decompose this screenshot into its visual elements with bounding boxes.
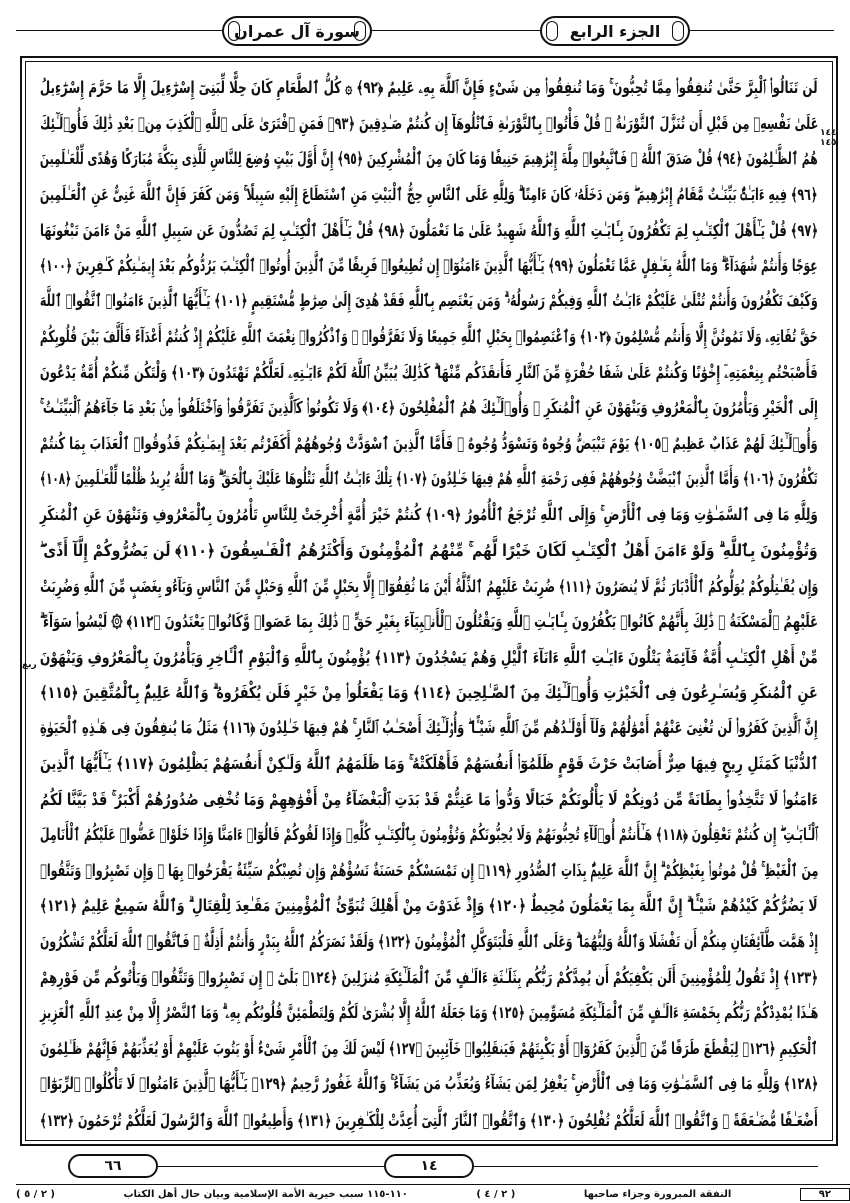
verse-line [40, 711, 818, 747]
margin-marker-right: ١٤٤ ١٤٥ [820, 128, 837, 148]
verse-line [40, 960, 818, 996]
margin-marker-rub: ربع [22, 660, 37, 670]
page-number-left [68, 1154, 158, 1178]
verse-line [40, 995, 818, 1031]
verse-line-text: هُمُ ٱلظَّـٰلِمُونَ ﴿٩٤﴾ قُلْ صَدَقَ ٱللَّهُ ۗ فَٱتَّبِعُوا۟ مِلَّةَ إِبْرَٰهِيمَ حَنِيفًا وَمَا كَانَ مِنَ ٱلْمُشْرِكِينَ ﴿٩٥﴾ إِنَّ أَوَّلَ بَيْتٍ وُضِعَ لِلنَّاسِ لَلَّذِى بِبَكَّةَ مُبَارَكًا وَهُدًى لِّلْعَـٰلَمِينَ [40, 149, 818, 169]
verse-line-text: وَكَيْفَ تَكْفُرُونَ وَأَنتُمْ تُتْلَىٰ عَلَيْكُمْ ءَايَـٰتُ ٱللَّهِ وَفِيكُمْ رَسُولُهُۥ ۗ وَمَن يَعْتَصِم بِٱللَّهِ فَقَدْ هُدِىَ إِلَىٰ صِرَٰطٍ مُّسْتَقِيمٍ ﴿١٠١﴾ يَـٰٓأَيُّهَا ٱلَّذِينَ ءَامَنُوا۟ ٱتَّقُوا۟ ٱللَّهَ [40, 291, 818, 311]
verse-line-text: لَا يَضُرُّكُمْ كَيْدُهُمْ شَيْـًٔا ۗ إِنَّ ٱللَّهَ بِمَا يَعْمَلُونَ مُحِيطٌ ﴿١٢٠﴾ وَإِذْ غَدَوْتَ مِنْ أَهْلِكَ تُبَوِّئُ ٱلْمُؤْمِنِينَ مَقَـٰعِدَ لِلْقِتَالِ ۗ وَٱللَّهُ سَمِيعٌ عَلِيمٌ ﴿١٢١﴾ [40, 896, 818, 916]
verse-line-text: عَلَيْهِمُ ٱلْمَسْكَنَةُ ۚ ذَٰلِكَ بِأَنَّهُمْ كَانُوا۟ يَكْفُرُونَ بِـَٔايَـٰتِ ٱللَّهِ وَيَقْتُلُونَ ٱلْأَنۢبِيَآءَ بِغَيْرِ حَقٍّ ۚ ذَٰلِكَ بِمَا عَصَوا۟ وَّكَانُوا۟ يَعْتَدُونَ ﴿١١٢﴾ ۞ لَيْسُوا۟ سَوَآءً ۗ [39, 611, 818, 631]
page-number-bar [48, 1154, 818, 1180]
verse-line-text: هَـٰذَا يُمْدِدْكُمْ رَبُّكُم بِخَمْسَةِ ءَالَـٰفٍ مِّنَ ٱلْمَلَـٰٓئِكَةِ مُسَوِّمِينَ ﴿١٢٥﴾ وَمَا جَعَلَهُ ٱللَّهُ إِلَّا بُشْرَىٰ لَكُمْ وَلِتَطْمَئِنَّ قُلُوبُكُم بِهِۦ ۗ وَمَا ٱلنَّصْرُ إِلَّا مِنْ عِندِ ٱللَّهِ ٱلْعَزِيزِ [39, 1003, 818, 1023]
verse-line-text: ﴿٩٧﴾ قُلْ يَـٰٓأَهْلَ ٱلْكِتَـٰبِ لِمَ تَكْفُرُونَ بِـَٔايَـٰتِ ٱللَّهِ وَٱللَّهُ شَهِيدٌ عَلَىٰ مَا تَعْمَلُونَ ﴿٩٨﴾ قُلْ يَـٰٓأَهْلَ ٱلْكِتَـٰبِ لِمَ تَصُدُّونَ عَن سَبِيلِ ٱللَّهِ مَنْ ءَامَنَ تَبْغُونَهَا [39, 220, 818, 240]
verse-line-text: مِنَ ٱلْغَيْظِ ۚ قُلْ مُوتُوا۟ بِغَيْظِكُمْ ۗ إِنَّ ٱللَّهَ عَلِيمٌۢ بِذَاتِ ٱلصُّدُورِ ﴿١١٩﴾ إِن تَمْسَسْكُمْ حَسَنَةٌ تَسُؤْهُمْ وَإِن تُصِبْكُمْ سَيِّئَةٌ يَفْرَحُوا۟ بِهَا ۖ وَإِن تَصْبِرُوا۟ وَتَتَّقُوا۟ [39, 860, 818, 880]
verse-line [40, 533, 818, 569]
juz-label [540, 16, 690, 46]
verse-line-text: إِلَى ٱلْخَيْرِ وَيَأْمُرُونَ بِٱلْمَعْرُوفِ وَيَنْهَوْنَ عَنِ ٱلْمُنكَرِ ۚ وَأُو۟لَـٰٓئِكَ هُمُ ٱلْمُفْلِحُونَ ﴿١٠٤﴾ وَلَا تَكُونُوا۟ كَٱلَّذِينَ تَفَرَّقُوا۟ وَٱخْتَلَفُوا۟ مِنۢ بَعْدِ مَا جَآءَهُمُ ٱلْبَيِّنَـٰتُ ۚ [40, 398, 818, 418]
verse-line [40, 248, 818, 284]
verse-line [40, 319, 818, 355]
verse-line [40, 640, 818, 676]
verse-line-text: مِّنْ أَهْلِ ٱلْكِتَـٰبِ أُمَّةٌ قَآئِمَةٌ يَتْلُونَ ءَايَـٰتِ ٱللَّهِ ءَانَآءَ ٱلَّيْلِ وَهُمْ يَسْجُدُونَ ﴿١١٣﴾ يُؤْمِنُونَ بِٱللَّهِ وَٱلْيَوْمِ ٱلْـَٔاخِرِ وَيَأْمُرُونَ بِٱلْمَعْرُوفِ وَيَنْهَوْنَ [40, 647, 818, 667]
verse-line-text: وَأُو۟لَـٰٓئِكَ لَهُمْ عَذَابٌ عَظِيمٌ ﴿١٠٥﴾ يَوْمَ تَبْيَضُّ وُجُوهٌ وَتَسْوَدُّ وُجُوهٌ ۚ فَأَمَّا ٱلَّذِينَ ٱسْوَدَّتْ وُجُوهُهُمْ أَكَفَرْتُم بَعْدَ إِيمَـٰنِكُمْ فَذُوقُوا۟ ٱلْعَذَابَ بِمَا كُنتُمْ [40, 434, 818, 454]
verse-line [40, 568, 818, 604]
juz-label-text: الجزء الرابع [569, 21, 661, 41]
footer-ref-center: ( ٢ / ٤ ) [476, 1188, 516, 1200]
verse-line [40, 106, 818, 142]
verse-line-text: حَقَّ تُقَاتِهِۦ وَلَا تَمُوتُنَّ إِلَّا وَأَنتُم مُّسْلِمُونَ ﴿١٠٢﴾ وَٱعْتَصِمُوا۟ بِحَبْلِ ٱللَّهِ جَمِيعًا وَلَا تَفَرَّقُوا۟ ۚ وَٱذْكُرُوا۟ نِعْمَتَ ٱللَّهِ عَلَيْكُمْ إِذْ كُنتُمْ أَعْدَآءً فَأَلَّفَ بَيْنَ قُلُوبِكُمْ [40, 326, 818, 346]
page-header [16, 14, 834, 50]
verse-line-text: لَن تَنَالُوا۟ ٱلْبِرَّ حَتَّىٰ تُنفِقُوا۟ مِمَّا تُحِبُّونَ ۚ وَمَا تُنفِقُوا۟ مِن شَىْءٍ فَإِنَّ ٱللَّهَ بِهِۦ عَلِيمٌ ﴿٩٢﴾ ۞ كُلُّ ٱلطَّعَامِ كَانَ حِلًّا لِّبَنِىٓ إِسْرَٰٓءِيلَ إِلَّا مَا حَرَّمَ إِسْرَٰٓءِيلُ [40, 77, 818, 97]
header-rule-middle [372, 30, 540, 31]
verse-line [40, 141, 818, 177]
verse-line [40, 497, 818, 533]
page-number-left-text: ٦٦ [104, 1158, 122, 1174]
footer-page-box: ٩٢ [800, 1188, 850, 1201]
footer-rule-left [158, 1166, 384, 1167]
verse-line-text: ٱلْـَٔايَـٰتِ ۖ إِن كُنتُمْ تَعْقِلُونَ ﴿١١٨﴾ هَـٰٓأَنتُمْ أُو۟لَآءِ تُحِبُّونَهُمْ وَلَا يُحِبُّونَكُمْ وَتُؤْمِنُونَ بِٱلْكِتَـٰبِ كُلِّهِۦ وَإِذَا لَقُوكُمْ قَالُوٓا۟ ءَامَنَّا وَإِذَا خَلَوْا۟ عَضُّوا۟ عَلَيْكُمُ ٱلْأَنَامِلَ [40, 825, 818, 845]
verse-line [40, 426, 818, 462]
verse-line-text: ﴿١٢٣﴾ إِذْ تَقُولُ لِلْمُؤْمِنِينَ أَلَن يَكْفِيَكُمْ أَن يُمِدَّكُمْ رَبُّكُم بِثَلَـٰثَةِ ءَالَـٰفٍ مِّنَ ٱلْمَلَـٰٓئِكَةِ مُنزَلِينَ ﴿١٢٤﴾ بَلَىٰٓ ۚ إِن تَصْبِرُوا۟ وَتَتَّقُوا۟ وَيَأْتُوكُم مِّن فَوْرِهِمْ [39, 968, 818, 988]
surah-name-label [222, 16, 372, 46]
surah-name-text: سورة آل عمران [234, 21, 360, 41]
verse-line [40, 212, 818, 248]
verse-line [40, 675, 818, 711]
verse-line [40, 746, 818, 782]
verse-line [40, 355, 818, 391]
verse-line [40, 462, 818, 498]
footer-topic-center: ١١٠-١١٥ سبب خيرية الأمة الإسلامية وبيان حال أهل الكتاب [123, 1188, 408, 1200]
verse-line-text: ﴿٩٦﴾ فِيهِ ءَايَـٰتٌۢ بَيِّنَـٰتٌ مَّقَامُ إِبْرَٰهِيمَ ۖ وَمَن دَخَلَهُۥ كَانَ ءَامِنًا ۗ وَلِلَّهِ عَلَى ٱلنَّاسِ حِجُّ ٱلْبَيْتِ مَنِ ٱسْتَطَاعَ إِلَيْهِ سَبِيلًا ۚ وَمَن كَفَرَ فَإِنَّ ٱللَّهَ غَنِىٌّ عَنِ ٱلْعَـٰلَمِينَ [40, 184, 818, 204]
verse-line [40, 604, 818, 640]
verse-line [40, 70, 818, 106]
verse-line-text: وَإِن يُقَـٰتِلُوكُمْ يُوَلُّوكُمُ ٱلْأَدْبَارَ ثُمَّ لَا يُنصَرُونَ ﴿١١١﴾ ضُرِبَتْ عَلَيْهِمُ ٱلذِّلَّةُ أَيْنَ مَا ثُقِفُوٓا۟ إِلَّا بِحَبْلٍ مِّنَ ٱللَّهِ وَحَبْلٍ مِّنَ ٱلنَّاسِ وَبَآءُو بِغَضَبٍ مِّنَ ٱللَّهِ وَضُرِبَتْ [39, 576, 818, 596]
verse-line [40, 853, 818, 889]
page-number-center [384, 1154, 474, 1178]
verse-line [40, 1067, 818, 1103]
footer-rule-right [474, 1166, 818, 1167]
verse-line [40, 782, 818, 818]
verse-line [40, 1102, 818, 1138]
verse-line-text: ٱلدُّنْيَا كَمَثَلِ رِيحٍ فِيهَا صِرٌّ أَصَابَتْ حَرْثَ قَوْمٍ ظَلَمُوٓا۟ أَنفُسَهُمْ فَأَهْلَكَتْهُ ۚ وَمَا ظَلَمَهُمُ ٱللَّهُ وَلَـٰكِنْ أَنفُسَهُمْ يَظْلِمُونَ ﴿١١٧﴾ يَـٰٓأَيُّهَا ٱلَّذِينَ [39, 754, 819, 774]
verse-line-text: إِذْ هَمَّت طَّآئِفَتَانِ مِنكُمْ أَن تَفْشَلَا وَٱللَّهُ وَلِيُّهُمَا ۗ وَعَلَى ٱللَّهِ فَلْيَتَوَكَّلِ ٱلْمُؤْمِنُونَ ﴿١٢٢﴾ وَلَقَدْ نَصَرَكُمُ ٱللَّهُ بِبَدْرٍ وَأَنتُمْ أَذِلَّةٌ ۖ فَٱتَّقُوا۟ ٱللَّهَ لَعَلَّكُمْ تَشْكُرُونَ [39, 932, 818, 952]
verse-line-text: عِوَجًا وَأَنتُمْ شُهَدَآءُ ۗ وَمَا ٱللَّهُ بِغَـٰفِلٍ عَمَّا تَعْمَلُونَ ﴿٩٩﴾ يَـٰٓأَيُّهَا ٱلَّذِينَ ءَامَنُوٓا۟ إِن تُطِيعُوا۟ فَرِيقًا مِّنَ ٱلَّذِينَ أُوتُوا۟ ٱلْكِتَـٰبَ يَرُدُّوكُم بَعْدَ إِيمَـٰنِكُمْ كَـٰفِرِينَ ﴿١٠٠﴾ [40, 255, 818, 275]
verse-line-text: وَتُؤْمِنُونَ بِٱللَّهِ ۗ وَلَوْ ءَامَنَ أَهْلُ ٱلْكِتَـٰبِ لَكَانَ خَيْرًا لَّهُم ۚ مِّنْهُمُ ٱلْمُؤْمِنُونَ وَأَكْثَرُهُمُ ٱلْفَـٰسِقُونَ ﴿١١٠﴾ لَن يَضُرُّوكُمْ إِلَّآ أَذًى ۖ [40, 540, 818, 560]
verse-line-text: أَضْعَـٰفًا مُّضَـٰعَفَةً ۖ وَٱتَّقُوا۟ ٱللَّهَ لَعَلَّكُمْ تُفْلِحُونَ ﴿١٣٠﴾ وَٱتَّقُوا۟ ٱلنَّارَ ٱلَّتِىٓ أُعِدَّتْ لِلْكَـٰفِرِينَ ﴿١٣١﴾ وَأَطِيعُوا۟ ٱللَّهَ وَٱلرَّسُولَ لَعَلَّكُمْ تُرْحَمُونَ ﴿١٣٢﴾ [40, 1110, 818, 1130]
verse-line-text: تَكْفُرُونَ ﴿١٠٦﴾ وَأَمَّا ٱلَّذِينَ ٱبْيَضَّتْ وُجُوهُهُمْ فَفِى رَحْمَةِ ٱللَّهِ هُمْ فِيهَا خَـٰلِدُونَ ﴿١٠٧﴾ تِلْكَ ءَايَـٰتُ ٱللَّهِ نَتْلُوهَا عَلَيْكَ بِٱلْحَقِّ ۗ وَمَا ٱللَّهُ يُرِيدُ ظُلْمًا لِّلْعَـٰلَمِينَ ﴿١٠٨﴾ [40, 469, 818, 489]
verse-line-text: عَلَىٰ نَفْسِهِۦ مِن قَبْلِ أَن تُنَزَّلَ ٱلتَّوْرَىٰةُ ۗ قُلْ فَأْتُوا۟ بِٱلتَّوْرَىٰةِ فَٱتْلُوهَآ إِن كُنتُمْ صَـٰدِقِينَ ﴿٩٣﴾ فَمَنِ ٱفْتَرَىٰ عَلَى ٱللَّهِ ٱلْكَذِبَ مِنۢ بَعْدِ ذَٰلِكَ فَأُو۟لَـٰٓئِكَ [39, 113, 818, 133]
verse-line-text: فَأَصْبَحْتُم بِنِعْمَتِهِۦٓ إِخْوَٰنًا وَكُنتُمْ عَلَىٰ شَفَا حُفْرَةٍ مِّنَ ٱلنَّارِ فَأَنقَذَكُم مِّنْهَا ۗ كَذَٰلِكَ يُبَيِّنُ ٱللَّهُ لَكُمْ ءَايَـٰتِهِۦ لَعَلَّكُمْ تَهْتَدُونَ ﴿١٠٣﴾ وَلْتَكُن مِّنكُمْ أُمَّةٌ يَدْعُونَ [40, 362, 818, 382]
verse-line-text: عَنِ ٱلْمُنكَرِ وَيُسَـٰرِعُونَ فِى ٱلْخَيْرَٰتِ وَأُو۟لَـٰٓئِكَ مِنَ ٱلصَّـٰلِحِينَ ﴿١١٤﴾ وَمَا يَفْعَلُوا۟ مِنْ خَيْرٍ فَلَن يُكْفَرُوهُ ۗ وَٱللَّهُ عَلِيمٌۢ بِٱلْمُتَّقِينَ ﴿١١٥﴾ [40, 682, 818, 702]
verse-lines [40, 70, 818, 1134]
verse-line [40, 817, 818, 853]
verse-line [40, 390, 818, 426]
verse-line-text: إِنَّ ٱلَّذِينَ كَفَرُوا۟ لَن تُغْنِىَ عَنْهُمْ أَمْوَٰلُهُمْ وَلَآ أَوْلَـٰدُهُم مِّنَ ٱللَّهِ شَيْـًٔا ۖ وَأُو۟لَـٰٓئِكَ أَصْحَـٰبُ ٱلنَّارِ ۚ هُمْ فِيهَا خَـٰلِدُونَ ﴿١١٦﴾ مَثَلُ مَا يُنفِقُونَ فِى هَـٰذِهِ ٱلْحَيَوٰةِ [40, 718, 819, 738]
footer-ref-left: ( ٢ / ٥ ) [16, 1188, 55, 1200]
verse-line-text: ٱلْحَكِيمِ ﴿١٢٦﴾ لِيَقْطَعَ طَرَفًا مِّنَ ٱلَّذِينَ كَفَرُوٓا۟ أَوْ يَكْبِتَهُمْ فَيَنقَلِبُوا۟ خَآئِبِينَ ﴿١٢٧﴾ لَيْسَ لَكَ مِنَ ٱلْأَمْرِ شَىْءٌ أَوْ يَتُوبَ عَلَيْهِمْ أَوْ يُعَذِّبَهُمْ فَإِنَّهُمْ ظَـٰلِمُونَ [40, 1039, 818, 1059]
text-frame [20, 56, 838, 1146]
verse-line [40, 284, 818, 320]
footer-topic-notes [16, 1184, 850, 1203]
verse-line [40, 924, 818, 960]
mushaf-page [8, 6, 842, 1200]
verse-line [40, 1031, 818, 1067]
verse-line-text: وَلِلَّهِ مَا فِى ٱلسَّمَـٰوَٰتِ وَمَا فِى ٱلْأَرْضِ ۚ وَإِلَى ٱللَّهِ تُرْجَعُ ٱلْأُمُورُ ﴿١٠٩﴾ كُنتُمْ خَيْرَ أُمَّةٍ أُخْرِجَتْ لِلنَّاسِ تَأْمُرُونَ بِٱلْمَعْرُوفِ وَتَنْهَوْنَ عَنِ ٱلْمُنكَرِ [40, 504, 818, 524]
verse-line [40, 889, 818, 925]
verse-line-text: ءَامَنُوا۟ لَا تَتَّخِذُوا۟ بِطَانَةً مِّن دُونِكُمْ لَا يَأْلُونَكُمْ خَبَالًا وَدُّوا۟ مَا عَنِتُّمْ قَدْ بَدَتِ ٱلْبَغْضَآءُ مِنْ أَفْوَٰهِهِمْ وَمَا تُخْفِى صُدُورُهُمْ أَكْبَرُ ۚ قَدْ بَيَّنَّا لَكُمُ [40, 789, 818, 809]
footer-topic-right: النفقة المبرورة وجزاء صاحبها [583, 1188, 732, 1200]
header-rule-left [16, 30, 222, 31]
page-number-center-text: ١٤ [420, 1158, 438, 1174]
header-rule-right [690, 30, 834, 31]
verse-line-text: ﴿١٢٨﴾ وَلِلَّهِ مَا فِى ٱلسَّمَـٰوَٰتِ وَمَا فِى ٱلْأَرْضِ ۚ يَغْفِرُ لِمَن يَشَآءُ وَيُعَذِّبُ مَن يَشَآءُ ۚ وَٱللَّهُ غَفُورٌ رَّحِيمٌ ﴿١٢٩﴾ يَـٰٓأَيُّهَا ٱلَّذِينَ ءَامَنُوا۟ لَا تَأْكُلُوا۟ ٱلرِّبَوٰٓا۟ [39, 1074, 818, 1094]
verse-line [40, 177, 818, 213]
